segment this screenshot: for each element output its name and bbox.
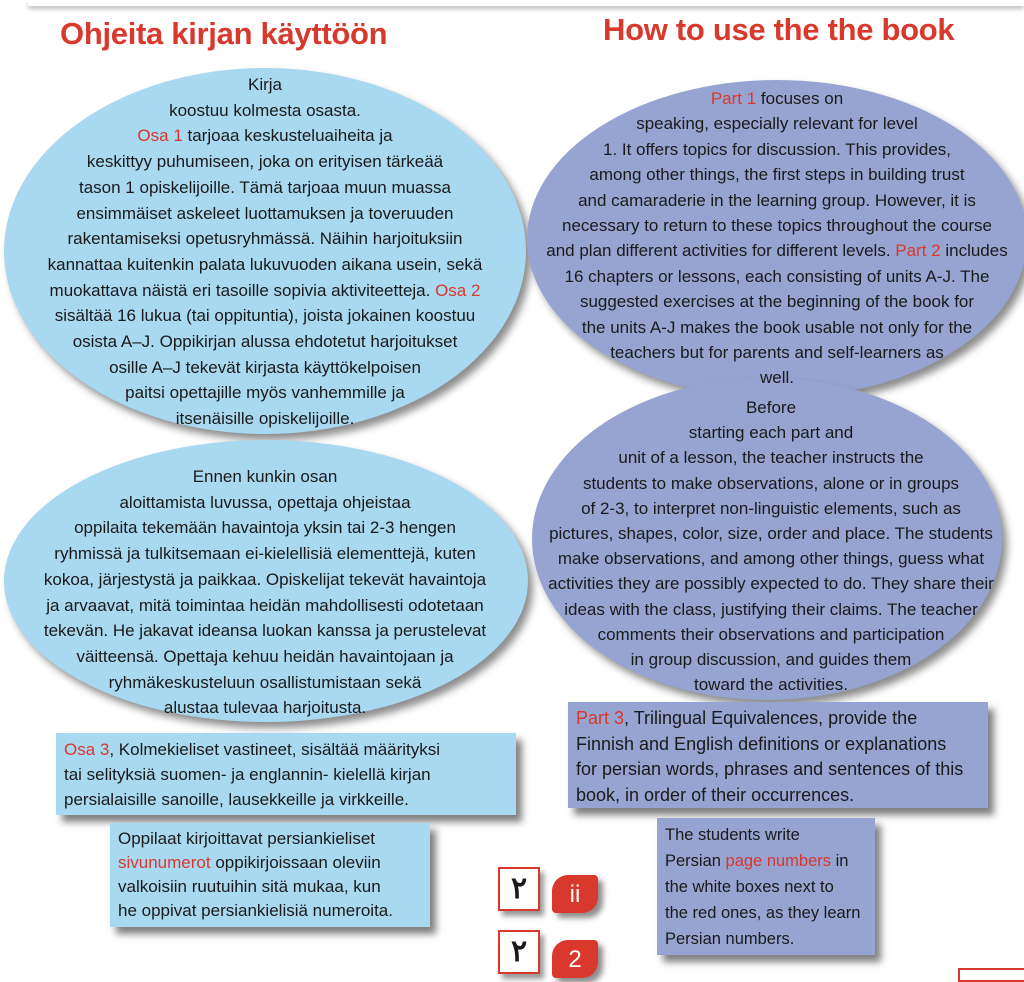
text-segment: for persian words, phrases and sentences of this (576, 759, 964, 779)
text-line (527, 137, 1024, 162)
text-segment: of 2-3, to interpret non-linguistic elements, such as (581, 498, 961, 518)
text-line (0, 175, 530, 201)
text-line (540, 546, 1002, 571)
highlight-text: Part 2 (895, 241, 941, 261)
text-line (0, 490, 530, 516)
text-segment: includes (940, 241, 1008, 261)
persian-number-box: ٢ (498, 867, 540, 911)
text-segment: ryhmäkeskusteluun osallistumistaan sekä (108, 672, 422, 692)
text-segment: make observations, and among other things, guess what (557, 549, 985, 569)
text-line (0, 123, 530, 149)
text-line (0, 406, 530, 432)
text-segment: tason 1 opiskelijoille. Tämä tarjoaa muun muassa (79, 177, 451, 197)
text-line (527, 86, 1024, 111)
text-line (118, 827, 422, 851)
text-segment: book, in order of their occurrences. (576, 784, 855, 805)
text-segment: kannattaa kuitenkin palata lukuvuoden aikana usein, sekä (47, 254, 483, 274)
text-segment: tai selityksiä suomen- ja englannin- kielellä kirjan (64, 765, 431, 784)
highlight-text: Part 3 (576, 708, 625, 728)
persian-number-box: ٢ (498, 930, 540, 974)
text-line (527, 340, 1024, 365)
text-line (576, 757, 980, 783)
text-line (540, 521, 1002, 546)
text-segment: , Kolmekieliset vastineet, sisältää määrityksi (109, 740, 441, 759)
text-line (118, 875, 422, 899)
text-line (527, 315, 1024, 340)
text-segment: paitsi opettajille myös vanhemmille ja (125, 383, 405, 403)
top-edge (28, 0, 1024, 6)
red-page-number-badge: ii (552, 875, 598, 913)
text-line (665, 900, 867, 926)
title-english: How to use the the book (603, 12, 955, 47)
text-line (576, 783, 980, 809)
text-segment: ja arvaavat, mitä toimintaa heidän mahdollisesti odotetaan (46, 595, 484, 615)
text-segment: the red ones, as they learn (665, 904, 861, 922)
text-line (0, 252, 530, 278)
text-segment: Persian numbers. (665, 930, 795, 948)
text-line (540, 420, 1002, 445)
text-line (665, 822, 867, 848)
text-line (540, 471, 1002, 496)
text-segment: well. (759, 368, 794, 388)
text-segment: Kirja (247, 75, 282, 94)
text-segment: itsenäisille opiskelijoille. (175, 409, 355, 429)
text-line (0, 618, 530, 644)
text-line (0, 226, 530, 252)
text-segment: comments their observations and participation (597, 624, 945, 644)
text-line (0, 72, 530, 98)
text-line (0, 278, 530, 304)
text-line (540, 622, 1002, 647)
text-segment: the white boxes next to (665, 878, 834, 896)
title-finnish: Ohjeita kirjan käyttöön (60, 16, 388, 51)
text-line (0, 355, 530, 381)
text-segment: activities they are possibly expected to do. They share their (548, 574, 994, 594)
text-line (64, 762, 508, 787)
text-segment: valkoisiin ruutuihin sitä mukaa, kun (118, 877, 381, 896)
text-line (0, 329, 530, 355)
red-page-number-badge: 2 (552, 940, 598, 978)
text-line (0, 201, 530, 227)
text-segment: Oppilaat kirjoittavat persiankieliset (118, 829, 376, 848)
text-line (540, 672, 1002, 697)
text-segment: Before (745, 398, 797, 417)
text-line (665, 874, 867, 900)
highlight-text: Osa 2 (435, 280, 481, 300)
text-line (527, 188, 1024, 213)
highlight-text: Osa 3 (64, 740, 110, 759)
text-segment: alustaa tulevaa harjoitusta. (163, 698, 367, 718)
text-segment: , Trilingual Equivalences, provide the (624, 708, 918, 728)
text-line (540, 395, 1002, 420)
text-line (0, 303, 530, 329)
text-line (0, 464, 530, 490)
text-segment: tarjoaa keskusteluaiheita ja (182, 126, 393, 146)
text-segment: students to make observations, alone or in groups (582, 473, 960, 493)
text-line (0, 541, 530, 567)
text-segment: osista A–J. Oppikirjan alussa ehdotetut harjoitukset (72, 332, 458, 352)
text-segment: Persian (665, 852, 726, 870)
text-segment: persialaisille sanoille, lausekkeille ja virkkeille. (64, 790, 409, 809)
text-line (118, 899, 422, 923)
text-segment: and plan different activities for different levels. (546, 241, 896, 261)
text-line (0, 380, 530, 406)
text-line (527, 264, 1024, 289)
text-segment: the units A-J makes the book usable not only for the (581, 317, 973, 337)
text-segment: speaking, especially relevant for level (636, 114, 918, 134)
text-segment: tekevän. He jakavat ideansa luokan kanssa ja perustelevat (43, 621, 487, 641)
text-line (527, 365, 1024, 390)
en-part3-box (568, 702, 988, 808)
highlight-text: Osa 1 (137, 126, 183, 146)
text-segment: in (831, 852, 849, 870)
fi-intro-text (0, 72, 530, 432)
text-segment: 1. It offers topics for discussion. This provides, (602, 139, 952, 159)
text-line (0, 695, 530, 721)
text-segment: väitteensä. Opettaja kehuu heidän havaintojaan ja (76, 646, 454, 666)
text-line (0, 593, 530, 619)
corner-box (958, 968, 1024, 982)
text-line (527, 238, 1024, 263)
en-intro-text (527, 86, 1024, 391)
text-line (527, 162, 1024, 187)
text-line (64, 737, 508, 762)
text-line (0, 670, 530, 696)
text-segment: ideas with the class, justifying their claims. The teacher (564, 599, 978, 619)
text-line (64, 787, 508, 812)
text-line (0, 98, 530, 124)
text-segment: teachers but for parents and self-learners as (610, 343, 944, 363)
text-segment: and camaraderie in the learning group. However, it is (578, 190, 976, 210)
text-line (118, 851, 422, 875)
text-segment: focuses on (756, 89, 844, 108)
text-segment: The students write (665, 826, 800, 844)
highlight-text: page numbers (725, 852, 832, 870)
text-segment: ensimmäiset askeleet luottamuksen ja toveruuden (76, 203, 454, 223)
highlight-text: sivunumerot (118, 853, 211, 872)
text-line (540, 445, 1002, 470)
text-segment: in group discussion, and guides them (630, 650, 912, 670)
text-segment: oppikirjoissaan oleviin (210, 853, 381, 872)
text-line (0, 644, 530, 670)
text-segment: unit of a lesson, the teacher instructs the (618, 448, 924, 468)
text-segment: keskittyy puhumiseen, joka on erityisen tärkeää (86, 152, 444, 172)
text-segment: muokattava näistä eri tasoille sopivia aktiviteetteja. (49, 280, 436, 300)
text-segment: aloittamista luvussa, opettaja ohjeistaa (119, 492, 411, 512)
text-segment: kokoa, järjestystä ja paikkaa. Opiskelijat tekevät havaintoja (43, 569, 487, 589)
text-line (540, 496, 1002, 521)
text-line (0, 567, 530, 593)
text-segment: necessary to return to these topics throughout the course (562, 216, 992, 236)
fi-observation-text (0, 464, 530, 721)
text-segment: pictures, shapes, color, size, order and place. The students (549, 524, 993, 544)
en-observation-text (540, 395, 1002, 697)
text-segment: oppilaita tekemään havaintoja yksin tai 2-3 hengen (74, 518, 456, 538)
fi-page-numbers-box (110, 823, 430, 927)
text-line (0, 515, 530, 541)
text-segment: Finnish and English definitions or explanations (576, 733, 947, 754)
text-line (527, 111, 1024, 136)
text-segment: he oppivat persiankielisiä numeroita. (118, 901, 393, 920)
text-line (527, 289, 1024, 314)
text-line (540, 647, 1002, 672)
text-segment: koostuu kolmesta osasta. (169, 100, 361, 120)
text-segment: sisältää 16 lukua (tai oppituntia), joista jokainen koostuu (54, 306, 476, 326)
text-line (576, 732, 980, 758)
fi-part3-box (56, 733, 516, 815)
text-segment: among other things, the first steps in building trust (589, 165, 965, 185)
en-page-numbers-box (657, 818, 875, 955)
text-line (665, 926, 867, 952)
text-line (576, 706, 980, 732)
highlight-text: Part 1 (710, 89, 757, 108)
text-line (540, 597, 1002, 622)
text-segment: rakentamiseksi opetusryhmässä. Näihin harjoituksiin (67, 229, 463, 249)
text-segment: toward the activities. (693, 675, 848, 695)
text-segment: 16 chapters or lessons, each consisting of units A-J. The (564, 266, 990, 286)
text-line (0, 149, 530, 175)
text-segment: ryhmissä ja tulkitsemaan ei-kielellisiä elementtejä, kuten (54, 544, 476, 564)
text-line (665, 848, 867, 874)
text-segment: suggested exercises at the beginning of the book for (579, 292, 975, 312)
text-segment: osille A–J tekevät kirjasta käyttökelpoisen (109, 357, 421, 377)
text-line (527, 213, 1024, 238)
text-segment: Ennen kunkin osan (192, 467, 338, 486)
text-line (540, 571, 1002, 596)
text-segment: starting each part and (688, 423, 854, 443)
